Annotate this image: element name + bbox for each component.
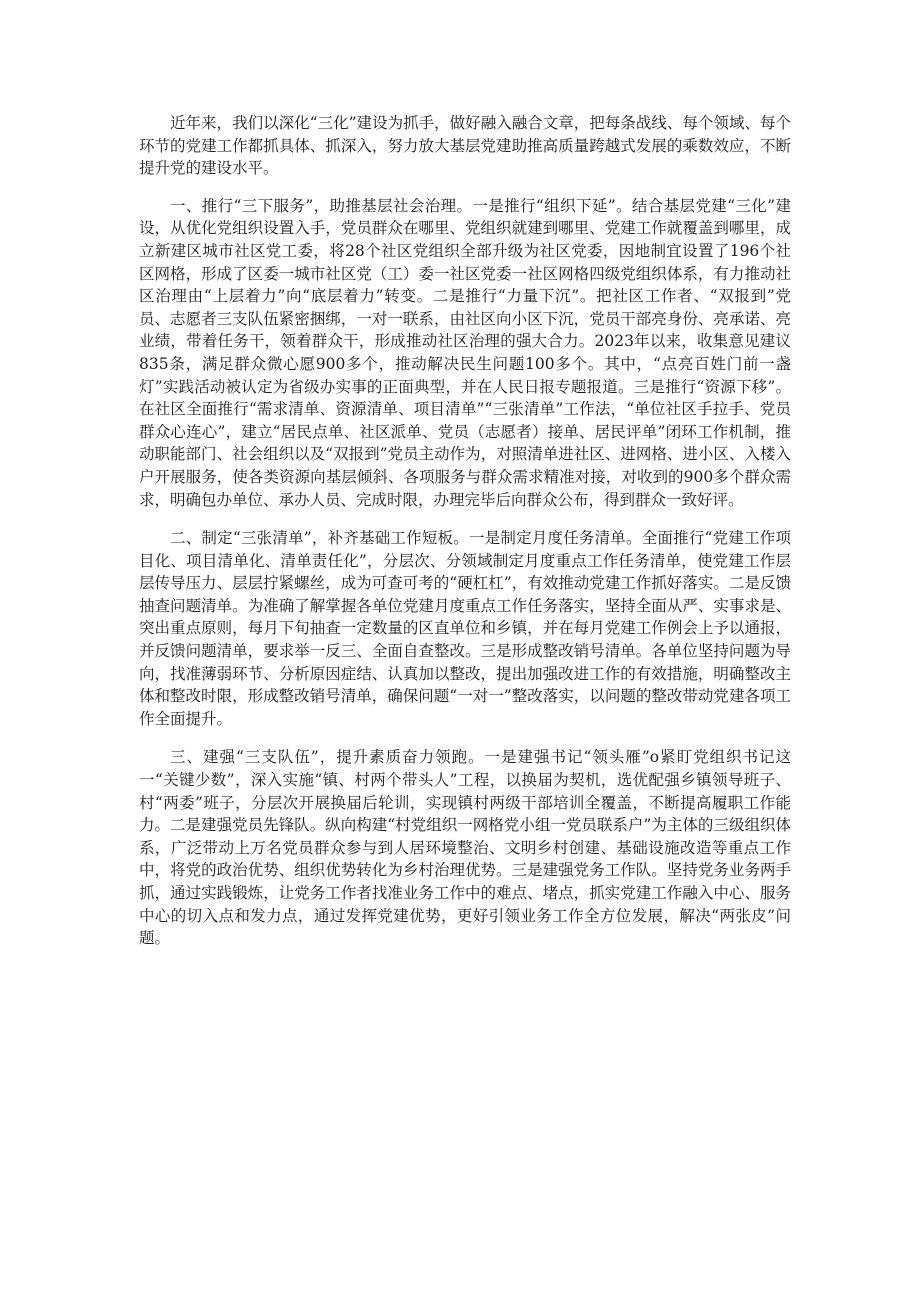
section-2-paragraph: 二、制定“三张清单”，补齐基础工作短板。一是制定月度任务清单。全面推行“党建工作项目化、项目清单化、清单责任化”，分层次、分领域制定月度重点工作任务清单，使党建工作层层传导压力、层层拧紧螺丝，成为可查可考的“硬杠杠”，有效推动党建工作抓好落实。二是反馈抽查问题清单。为准确了解掌握各单位党建月度重点工作任务落实，坚持全面从严、实事求是、突出重点原则，每月下旬抽查一定数量的区直单位和乡镇，并在每月党建工作例会上予以通报，并反馈问题清单，要求举一反三、全面自查整改。三是形成整改销号清单。各单位坚持问题为导向，找准薄弱环节、分析原因症结、认真加以整改，提出加强改进工作的有效措施，明确整改主体和整改时限，形成整改销号清单，确保问题“一对一”整改落实，以问题的整改带动党建各项工作全面提升。 [139,529,791,728]
section-3-paragraph: 三、建强“三支队伍”，提升素质奋力领跑。一是建强书记“领头雁”o紧盯党组织书记这一“关键少数”，深入实施“镇、村两个带头人”工程，以换届为契机，选优配强乡镇领导班子、村“两委”班子，分层次开展换届后轮训，实现镇村两级干部培训全覆盖，不断提高履职工作能力。二是建强党员先锋队。纵向构建“村党组织一网格党小组一党员联系户”为主体的三级组织体系，广泛带动上万名党员群众参与到人居环境整治、文明乡村创建、基础设施改造等重点工作中，将党的政治优势、组织优势转化为乡村治理优势。三是建强党务工作队。坚持党务业务两手抓，通过实践锻炼，让党务工作者找准业务工作中的难点、堵点，抓实党建工作融入中心、服务中心的切入点和发力点，通过发挥党建优势，更好引领业务工作全方位发展，解决“两张皮”问题。 [139,748,791,948]
document-body [139,112,791,950]
section-1-paragraph: 一、推行“三下服务”，助推基层社会治理。一是推行“组织下延”。结合基层党建“三化”建设，从优化党组织设置入手，党员群众在哪里、党组织就建到哪里、党建工作就覆盖到哪里，成立新建区城市社区党工委，将28个社区党组织全部升级为社区党委，因地制宜设置了196个社区网格，形成了区委一城市社区党（工）委一社区党委一社区网格四级党组织体系，有力推动社区治理由“上层着力”向“底层着力”转变。二是推行“力量下沉”。把社区工作者、“双报到”党员、志愿者三支队伍紧密捆绑，一对一联系，由社区向小区下沉，党员干部亮身份、亮承诺、亮业绩，带着任务干，领着群众干，形成推动社区治理的强大合力。2023年以来，收集意见建议835条，满足群众微心愿900多个，推动解决民生问题100多个。其中，“点亮百姓门前一盏灯”实践活动被认定为省级办实事的正面典型，并在人民日报专题报道。三是推行“资源下移”。在社区全面推行“需求清单、资源清单、项目清单”“三张清单”工作法，“单位社区手拉手、党员群众心连心”，建立“居民点单、社区派单、党员（志愿者）接单、居民评单”闭环工作机制，推动职能部门、社会组织以及“双报到”党员主动作为，对照清单进社区、进网格、进小区、入楼入户开展服务，使各类资源向基层倾斜、各项服务与群众需求精准对接，对收到的900多个群众需求，明确包办单位、承办人员、完成时限，办理完毕后向群众公布，得到群众一致好评。 [139,196,791,509]
intro-paragraph: 近年来，我们以深化“三化”建设为抓手，做好融入融合文章，把每条战线、每个领域、每个环节的党建工作都抓具体、抓深入，努力放大基层党建助推高质量跨越式发展的乘数效应，不断提升党的建设水平。 [139,114,791,178]
